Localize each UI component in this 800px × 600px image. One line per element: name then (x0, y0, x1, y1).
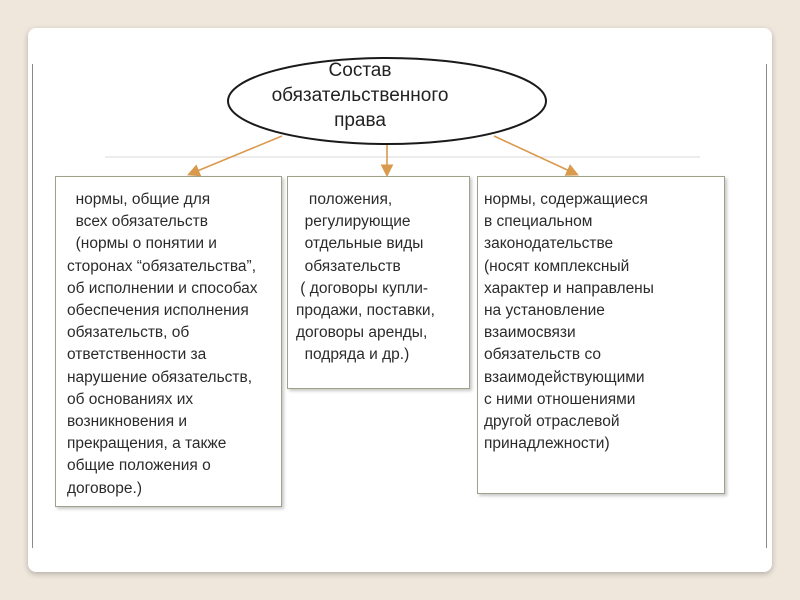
box-right-line: с ними отношениями (484, 390, 636, 408)
box-left-line: прекращения, а также (67, 435, 227, 453)
box-mid-line: ( договоры купли- (296, 279, 429, 297)
box-left-line: нормы, общие для (67, 191, 211, 208)
box-specific-obligations (287, 176, 470, 389)
box-right-line: взаимосвязи (484, 324, 576, 342)
box-left-line: ответственности за (67, 346, 207, 364)
box-left-line: нарушение обязательств, (67, 368, 253, 386)
box-right-line: характер и направлены (484, 279, 654, 297)
box-left-line: всех обязательств (67, 213, 208, 231)
box-left-line: договоре.) (67, 479, 142, 497)
box-mid-line: договоры аренды, (296, 324, 428, 342)
box-right-line: принадлежности) (484, 435, 610, 453)
box-right-line: нормы, содержащиеся (484, 191, 648, 208)
box-left-line: об исполнении и способах (67, 279, 258, 297)
box-left-line: (нормы о понятии и (67, 235, 217, 253)
box-right-line: на установление (484, 302, 605, 320)
box-left-line: обязательств, об (67, 324, 190, 342)
root-node-label (230, 58, 490, 133)
box-mid-line: продажи, поставки, (296, 302, 435, 320)
box-left-line: сторонах “обязательства”, (67, 257, 257, 275)
root-line-2: обязательственного (271, 85, 449, 106)
box-right-line: (носят комплексный (484, 257, 630, 275)
box-right-line: взаимодействующими (484, 368, 645, 386)
box-special-legislation (477, 176, 725, 494)
box-mid-line: отдельные виды (296, 235, 424, 253)
box-mid-line: регулирующие (296, 213, 411, 231)
arrow-right (494, 136, 576, 174)
arrow-left (190, 136, 282, 174)
box-right-line: законодательстве (484, 235, 614, 253)
root-line-3: права (334, 110, 386, 131)
box-mid-line: обязательств (296, 257, 401, 275)
box-right-line: обязательств со (484, 346, 602, 364)
root-line-1: Состав (328, 60, 392, 81)
box-mid-line: положения, (296, 191, 393, 208)
box-right-line: в специальном (484, 213, 593, 231)
box-left-line: обеспечения исполнения (67, 302, 249, 320)
box-general-norms (55, 176, 282, 507)
box-right-line: другой отраслевой (484, 413, 620, 431)
box-mid-line: подряда и др.) (296, 346, 410, 364)
box-left-line: об основаниях их (67, 390, 194, 408)
box-left-line: возникновения и (67, 413, 188, 431)
box-left-line: общие положения о (67, 457, 211, 475)
